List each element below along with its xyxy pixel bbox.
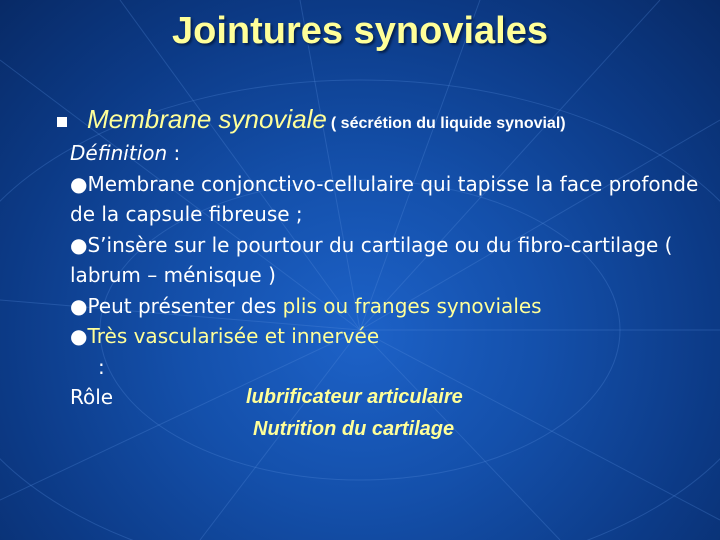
section-heading: Membrane synoviale: [87, 104, 327, 134]
slide-title: Jointures synoviales: [172, 10, 548, 52]
role-label: Rôle: [70, 385, 114, 409]
definition-suffix: :: [167, 141, 181, 165]
list-item-highlight: plis ou franges synoviales: [282, 293, 542, 318]
list-item: [70, 321, 710, 352]
role-value: Nutrition du cartilage: [253, 418, 455, 440]
role-line: [70, 382, 710, 440]
dot-bullet-icon: ●: [70, 171, 88, 196]
role-value: lubrificateur articulaire: [246, 386, 463, 408]
section-heading-note: ( sécrétion du liquide synovial): [330, 115, 566, 132]
list-item: [70, 291, 710, 322]
square-bullet-icon: [57, 117, 67, 127]
list-item-highlight: Très vascularisée et innervée: [87, 324, 380, 348]
list-item-text: S’insère sur le pourtour du cartilage ou du fibro-cartilage ( labrum – ménisque ): [70, 232, 673, 287]
list-item: [70, 169, 710, 230]
colon-line: :: [98, 354, 105, 379]
definition-line: [70, 138, 710, 169]
dot-bullet-icon: ●: [70, 324, 88, 348]
list-item: [70, 230, 710, 291]
definition-label: Définition: [70, 141, 168, 165]
list-item-text: Peut présenter des: [87, 293, 283, 318]
bullet-heading-row: [57, 104, 566, 135]
dot-bullet-icon: ●: [70, 232, 88, 257]
dot-bullet-icon: ●: [70, 293, 88, 318]
list-item-text: Membrane conjonctivo-cellulaire qui tapisse la face profonde de la capsule fibreuse ;: [70, 171, 699, 226]
body-text: [70, 138, 710, 440]
